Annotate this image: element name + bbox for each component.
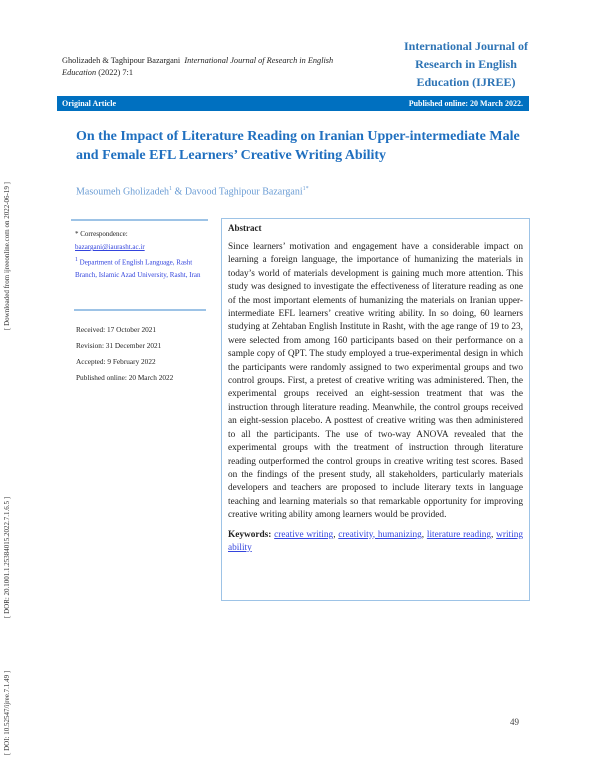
keyword-link[interactable]: creativity, humanizing bbox=[338, 529, 422, 540]
page-number: 49 bbox=[510, 717, 519, 727]
running-issue: (2022) 7:1 bbox=[98, 68, 133, 77]
abstract-box bbox=[221, 218, 530, 601]
authors bbox=[76, 186, 309, 197]
divider bbox=[71, 219, 208, 221]
correspondence bbox=[75, 228, 210, 282]
published-date: Published online: 20 March 2022. bbox=[408, 99, 523, 108]
keywords: Keywords: creative writing, creativity, humanizing, literature reading, writing ability bbox=[228, 529, 523, 553]
article-info-bar bbox=[57, 96, 529, 111]
doi-stamp: [ DOI: 10.52547/ijree.7.1.49 ] bbox=[3, 670, 11, 755]
accepted-date: Accepted: 9 February 2022 bbox=[76, 357, 156, 366]
author-2: Davood Taghipour Bazargani bbox=[184, 186, 303, 198]
download-stamp: [ Downloaded from ijreeonline.com on 2022-06-19 ] bbox=[3, 182, 11, 330]
keywords-label: Keywords: bbox=[228, 529, 272, 540]
abstract-heading: Abstract bbox=[228, 223, 262, 233]
divider bbox=[74, 309, 206, 311]
author-separator: & bbox=[172, 186, 185, 198]
affiliation bbox=[75, 254, 210, 282]
article-title: On the Impact of Literature Reading on Iranian Upper-intermediate Male and Female EFL Learners’ Creative Writing Ability bbox=[76, 129, 520, 163]
running-journal: International Journal of Research in English Education bbox=[62, 56, 334, 77]
affiliation-text: Department of English Language, Rasht Branch, Islamic Azad University, Rasht, Iran bbox=[75, 258, 201, 280]
affiliation-sup: 1 bbox=[75, 257, 78, 263]
revision-date: Revision: 31 December 2021 bbox=[76, 341, 162, 350]
correspondence-email[interactable]: bazargani@iaurasht.ac.ir bbox=[75, 243, 145, 251]
author-1-sup: 1 bbox=[169, 186, 173, 192]
dor-stamp: [ DOR: 20.1001.1.25384015.2022.7.1.6.5 ] bbox=[3, 496, 11, 618]
article-type: Original Article bbox=[62, 99, 116, 108]
author-2-sup: 1* bbox=[302, 186, 309, 192]
keyword-link[interactable]: creative writing bbox=[274, 529, 334, 540]
author-1: Masoumeh Gholizadeh bbox=[76, 186, 170, 198]
keyword-link[interactable]: writing ability bbox=[228, 529, 523, 553]
abstract-text: Since learners’ motivation and engagement have a considerable impact on learning a foreign language, the importance of humanizing the materials in today’s world of materials development is gaining much more attention. This study was designed to investigate the effectiveness of literature reading as one of the most important elements of humanizing the materials on Iranian upper-intermediate EFL learners’ creative writing ability. In so doing, 60 learners studying at Zehtaban English Institute in Rasht, with the age range of 19 to 23, were selected from among 160 participants based on their performance on a sample copy of QPT. The study employed a true-experimental design in which the participants were randomly assigned to two experimental groups and two control groups. First, a pretest of creative writing was administered. Then, the experimental groups received an eight-session treatment that was the instruction through literature reading. Meanwhile, the control groups received an eight-session placebo. A posttest of creative writing was then administered to all the participants. The use of two-way ANOVA revealed that the experimental groups with the treatment of instruction through literature reading outperformed the control groups in creative writing test scores. Based on the findings of the present study, all stakeholders, particularly materials developers and teachers are proposed to include literary texts in language teaching and learning materials so that remarkable opportunity for improving creative writing ability among learners would be provided. bbox=[228, 242, 523, 521]
correspondence-label: * Correspondence: bbox=[75, 230, 128, 238]
journal-title: International Journal of Research in English Education (IJREE) bbox=[403, 39, 528, 89]
published-online-date: Published online: 20 March 2022 bbox=[76, 373, 174, 382]
keyword-link[interactable]: literature reading bbox=[426, 529, 492, 540]
dates bbox=[76, 322, 173, 386]
received-date: Received: 17 October 2021 bbox=[76, 325, 157, 334]
running-authors: Gholizadeh & Taghipour Bazargani bbox=[62, 56, 181, 65]
running-header bbox=[62, 55, 362, 79]
